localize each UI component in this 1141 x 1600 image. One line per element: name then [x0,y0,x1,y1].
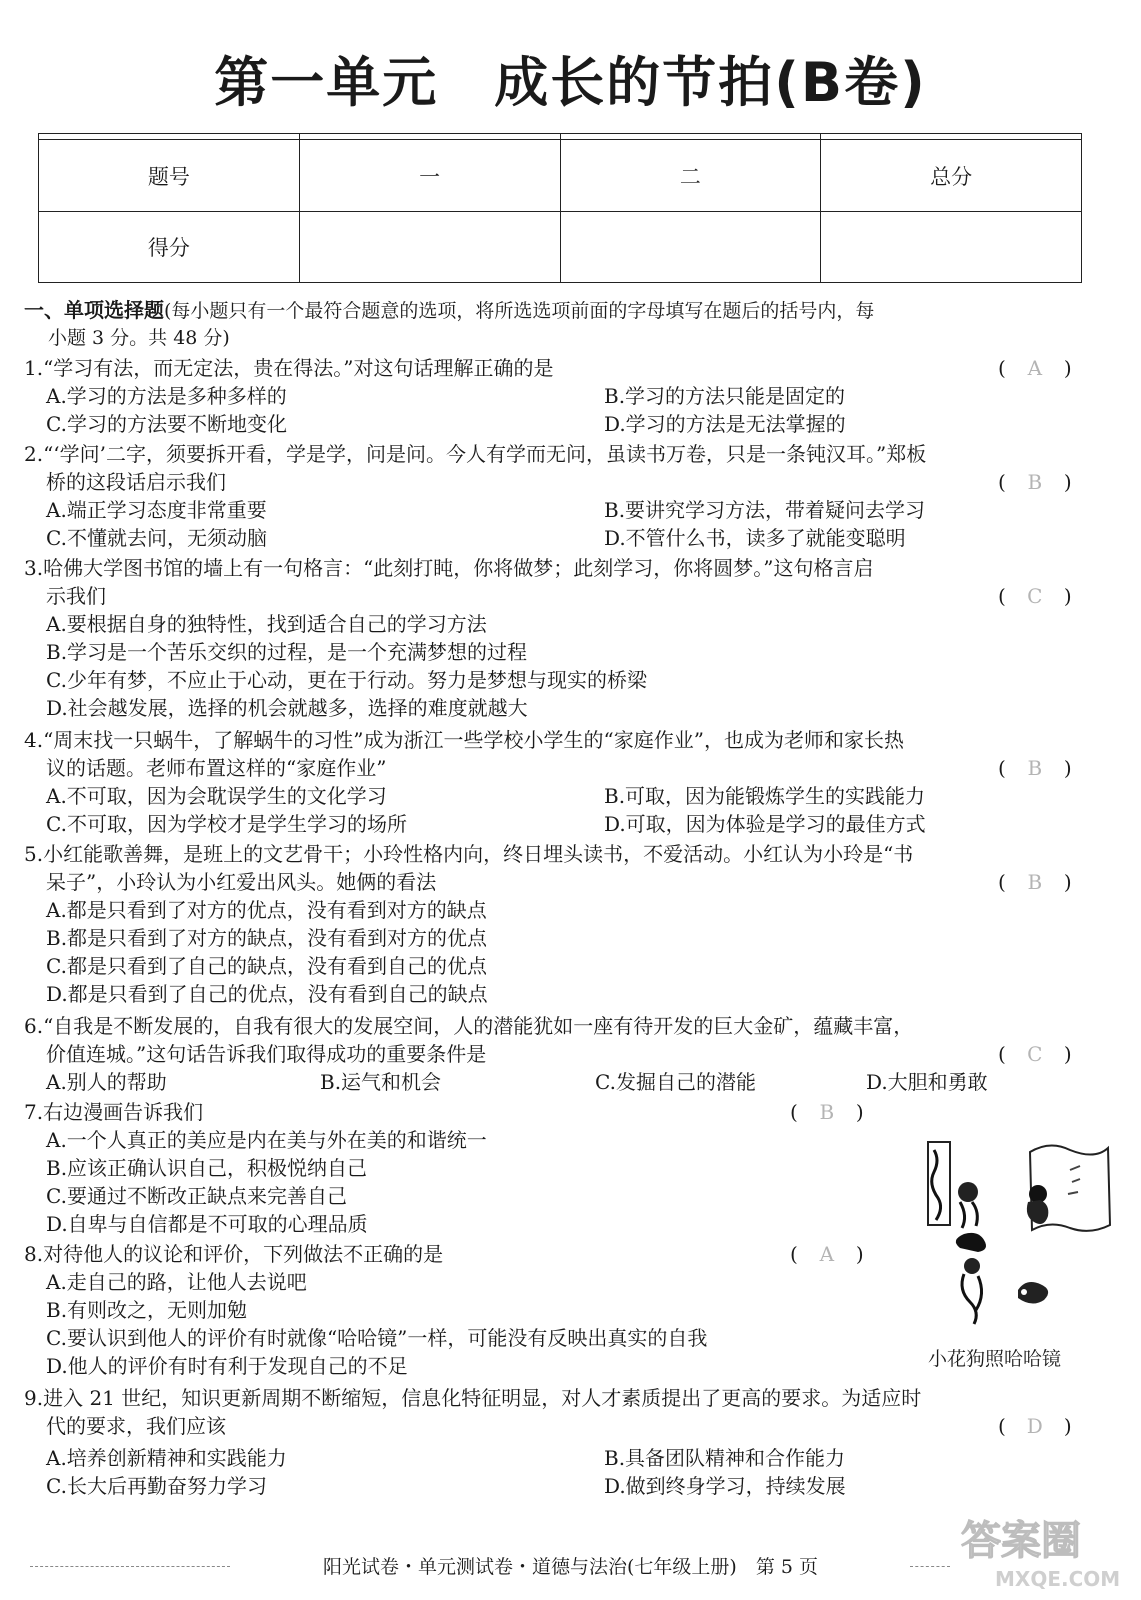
answer-letter: A [1027,356,1043,380]
answer-bracket[interactable]: ( A ) [790,1242,864,1266]
option-d: D.大胆和勇敢 [866,1070,988,1094]
option-b: B.可取，因为能锻炼学生的实践能力 [604,784,926,808]
question-stem-cont: 代的要求，我们应该 [46,1414,226,1438]
answer-letter: A [819,1242,835,1266]
answer-letter: B [819,1100,835,1124]
answer-letter: C [1027,1042,1043,1066]
option-a: A.一个人真正的美应是内在美与外在美的和谐统一 [46,1128,487,1152]
score-input-cell[interactable] [821,211,1082,282]
section-instruction-line2: 小题 3 分。共 48 分) [48,327,230,349]
option-c: C.不可取，因为学校才是学生学习的场所 [46,812,407,836]
answer-bracket[interactable]: ( B ) [998,756,1072,780]
option-b: B.要讲究学习方法，带着疑问去学习 [604,498,926,522]
option-a: A.培养创新精神和实践能力 [46,1446,287,1470]
option-d: D.可取，因为体验是学习的最佳方式 [604,812,926,836]
score-header-cell: 一 [299,140,560,211]
page-title: 第一单元 成长的节拍(B卷) [214,51,927,114]
section-instruction-line1 [24,297,874,325]
score-table [38,133,1082,283]
option-a: A.走自己的路，让他人去说吧 [46,1270,307,1294]
question-stem: 7.右边漫画告诉我们 [24,1100,204,1124]
score-table-header-row [39,140,1082,211]
answer-bracket[interactable]: ( C ) [998,584,1072,608]
option-c: C.要通过不断改正缺点来完善自己 [46,1184,347,1208]
option-c: C.不懂就去问，无须动脑 [46,526,267,550]
option-d: D.社会越发展，选择的机会就越多，选择的难度就越大 [46,696,528,720]
option-c: C.少年有梦，不应止于心动，更在于行动。努力是梦想与现实的桥梁 [46,668,647,692]
question-stem: 1.“学习有法，而无定法，贵在得法。”对这句话理解正确的是 [24,356,554,380]
option-d: D.不管什么书，读多了就能变聪明 [604,526,906,550]
answer-bracket[interactable]: ( D ) [998,1414,1072,1438]
option-d: D.都是只看到了自己的优点，没有看到自己的缺点 [46,982,488,1006]
option-c: C.长大后再勤奋努力学习 [46,1474,267,1498]
option-a: A.都是只看到了对方的优点，没有看到对方的缺点 [46,898,487,922]
option-c: C.学习的方法要不断地变化 [46,412,287,436]
answer-letter: B [1027,870,1043,894]
option-b: B.都是只看到了对方的缺点，没有看到对方的优点 [46,926,488,950]
watermark-url-text: MXQE.COM [995,1567,1121,1591]
option-b: B.学习是一个苦乐交织的过程，是一个充满梦想的过程 [46,640,528,664]
answer-letter: D [1026,1414,1043,1438]
cartoon-caption: 小花狗照哈哈镜 [928,1348,1062,1370]
answer-letter: B [1027,756,1043,780]
question-stem: 4.“周末找一只蜗牛，了解蜗牛的习性”成为浙江一些学校小学生的“家庭作业”，也成为老师和家长热 [24,728,904,752]
question-stem-cont: 呆子”，小玲认为小红爱出风头。她俩的看法 [46,870,437,894]
option-b: B.运气和机会 [320,1070,442,1094]
answer-circle-logo-icon [955,1510,1130,1595]
option-d: D.学习的方法是无法掌握的 [604,412,846,436]
section-heading: 一、单项选择题 [24,298,164,322]
option-a: A.别人的帮助 [46,1070,167,1094]
answer-bracket[interactable]: ( B ) [998,470,1072,494]
question-stem: 9.进入 21 世纪，知识更新周期不断缩短，信息化特征明显，对人才素质提出了更高的要求。为适应时 [24,1386,922,1410]
answer-bracket[interactable]: ( B ) [998,870,1072,894]
score-table-score-row [39,211,1082,282]
question-stem: 5.小红能歌善舞，是班上的文艺骨干；小玲性格内向，终日埋头读书，不爱活动。小红认为小玲是“书 [24,842,914,866]
question-stem-cont: 议的话题。老师布置这样的“家庭作业” [46,756,387,780]
answer-letter: C [1027,584,1043,608]
option-a: A.不可取，因为会耽误学生的文化学习 [46,784,387,808]
question-stem-cont: 示我们 [46,584,106,608]
question-stem-cont: 价值连城。”这句话告诉我们取得成功的重要条件是 [46,1042,487,1066]
option-b: B.应该正确认识自己，积极悦纳自己 [46,1156,368,1180]
score-label-cell: 得分 [39,211,300,282]
option-b: B.有则改之，无则加勉 [46,1298,248,1322]
footer-text: 阳光试卷・单元测试卷・道德与法治(七年级上册) 第 5 页 [315,1556,826,1578]
option-b: B.具备团队精神和合作能力 [604,1446,846,1470]
option-c: C.要认识到他人的评价有时就像“哈哈镜”一样，可能没有反映出真实的自我 [46,1326,708,1350]
section-instruction-text: (每小题只有一个最符合题意的选项，将所选选项前面的字母填写在题后的括号内，每 [164,300,875,322]
score-input-cell[interactable] [560,211,821,282]
option-d: D.自卑与自信都是不可取的心理品质 [46,1212,368,1236]
question-stem: 8.对待他人的议论和评价，下列做法不正确的是 [24,1242,444,1266]
option-b: B.学习的方法只能是固定的 [604,384,846,408]
question-stem: 6.“自我是不断发展的，自我有很大的发展空间，人的潜能犹如一座有待开发的巨大金矿，蕴藏丰富， [24,1014,914,1038]
answer-bracket[interactable]: ( B ) [790,1100,864,1124]
answer-letter: B [1027,470,1043,494]
answer-bracket[interactable]: ( C ) [998,1042,1072,1066]
option-c: C.都是只看到了自己的缺点，没有看到自己的优点 [46,954,487,978]
option-c: C.发掘自己的潜能 [595,1070,756,1094]
option-a: A.学习的方法是多种多样的 [46,384,287,408]
option-d: D.他人的评价有时有利于发现自己的不足 [46,1354,408,1378]
answer-bracket[interactable]: ( A ) [998,356,1072,380]
score-header-cell: 总分 [821,140,1082,211]
dog-mirror-cartoon-image [920,1130,1115,1342]
question-stem: 3.哈佛大学图书馆的墙上有一句格言：“此刻打盹，你将做梦；此刻学习，你将圆梦。”这句格言启 [24,556,874,580]
score-header-cell: 二 [560,140,821,211]
score-header-cell: 题号 [39,140,300,211]
question-stem-cont: 桥的这段话启示我们 [46,470,226,494]
option-a: A.端正学习态度非常重要 [46,498,267,522]
score-input-cell[interactable] [299,211,560,282]
watermark-logo-text: 答案圈 [961,1518,1081,1564]
option-a: A.要根据自身的独特性，找到适合自己的学习方法 [46,612,487,636]
question-stem: 2.“‘学问’二字，须要拆开看，学是学，问是问。今人有学而无问，虽读书万卷，只是一条钝汉耳。”郑板 [24,442,927,466]
option-d: D.做到终身学习，持续发展 [604,1474,846,1498]
